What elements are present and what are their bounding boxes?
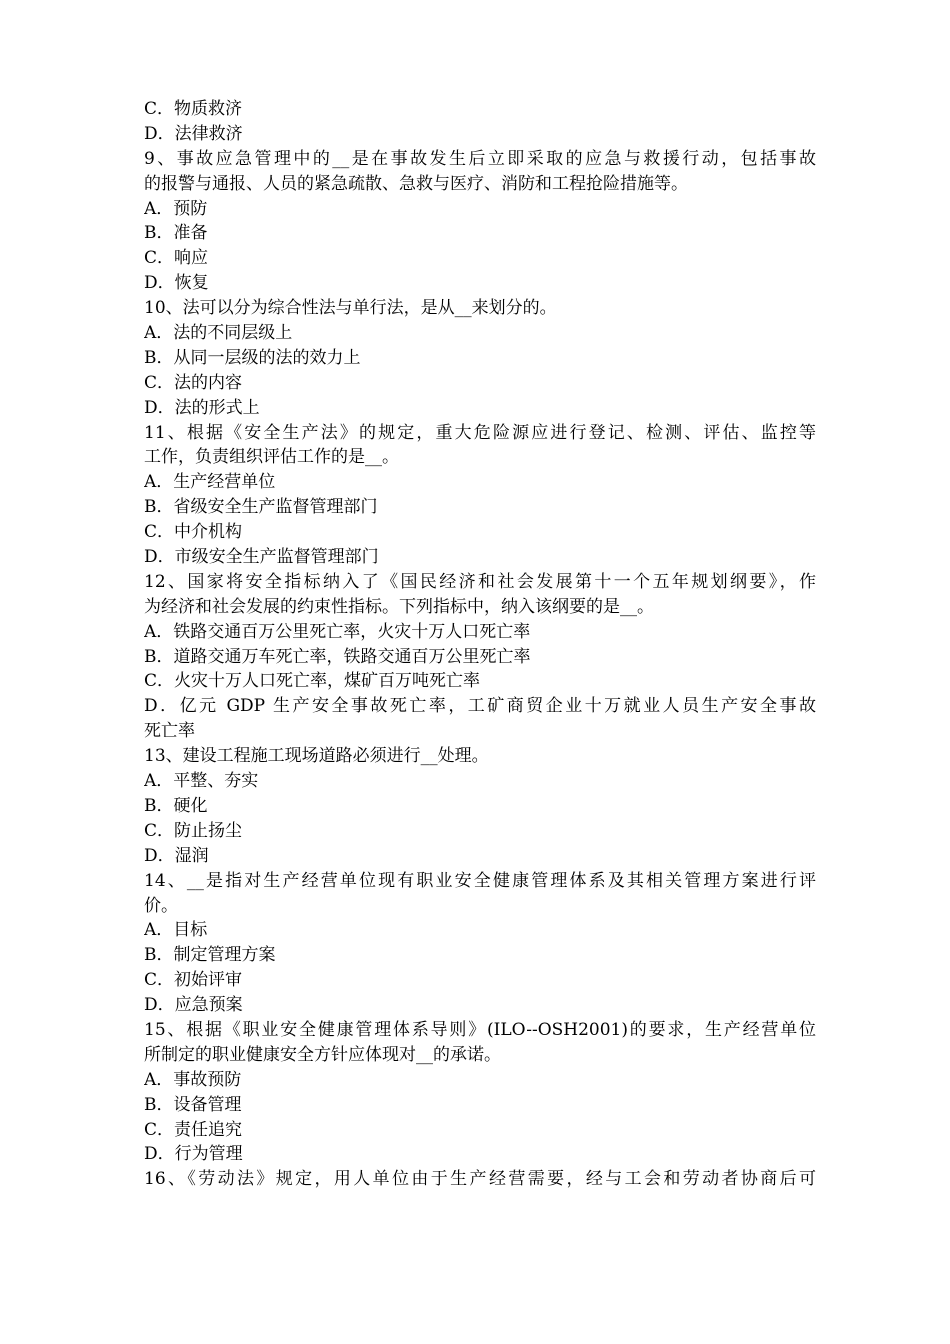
text-line: A．铁路交通百万公里死亡率，火灾十万人口死亡率 bbox=[144, 621, 531, 642]
text-line: A．目标 bbox=[144, 920, 208, 941]
text-line: C．责任追究 bbox=[144, 1119, 243, 1140]
text-line: D．法的形式上 bbox=[144, 397, 260, 418]
text-line: C．物质救济 bbox=[144, 99, 243, 119]
text-line: C．初始评审 bbox=[144, 970, 243, 991]
text-line: B．硬化 bbox=[144, 795, 208, 816]
text-line: A．平整、夯实 bbox=[144, 771, 259, 792]
text-line: 12、国家将安全指标纳入了《国民经济和社会发展第十一个五年规划纲要》，作 bbox=[144, 571, 816, 592]
text-line: 所制定的职业健康安全方针应体现对__的承诺。 bbox=[144, 1044, 501, 1065]
text-line: 11、根据《安全生产法》的规定，重大危险源应进行登记、检测、评估、监控等 bbox=[144, 422, 816, 443]
text-line: B．准备 bbox=[144, 223, 208, 244]
document-page bbox=[144, 97, 816, 1192]
text-line: 9、事故应急管理中的__是在事故发生后立即采取的应急与救援行动，包括事故 bbox=[144, 148, 816, 169]
text-line: 工作，负责组织评估工作的是__。 bbox=[144, 447, 399, 468]
text-line: B．制定管理方案 bbox=[144, 945, 276, 966]
text-line: B．省级安全生产监督管理部门 bbox=[144, 497, 378, 518]
text-line: 15、根据《职业安全健康管理体系导则》(ILO--OSH2001)的要求，生产经营单位 bbox=[144, 1019, 816, 1040]
text-line: D．应急预案 bbox=[144, 995, 243, 1016]
text-line: 14、__是指对生产经营单位现有职业安全健康管理体系及其相关管理方案进行评 bbox=[144, 870, 816, 891]
text-line: D．法律救济 bbox=[144, 123, 243, 144]
text-line: D．湿润 bbox=[144, 845, 209, 866]
text-line: B．设备管理 bbox=[144, 1094, 242, 1115]
text-line: C．法的内容 bbox=[144, 372, 243, 393]
text-line: C．中介机构 bbox=[144, 522, 243, 543]
text-line: 为经济和社会发展的约束性指标。下列指标中，纳入该纲要的是__。 bbox=[144, 596, 654, 617]
text-line: A．法的不同层级上 bbox=[144, 323, 293, 344]
text-line: D．恢复 bbox=[144, 273, 209, 294]
text-line: C．火灾十万人口死亡率，煤矿百万吨死亡率 bbox=[144, 671, 481, 692]
text-line: 价。 bbox=[144, 895, 178, 916]
text-line: C．响应 bbox=[144, 248, 209, 269]
document-body bbox=[144, 97, 816, 1192]
text-line: B．从同一层级的法的效力上 bbox=[144, 347, 361, 368]
text-line: 的报警与通报、人员的紧急疏散、急救与医疗、消防和工程抢险措施等。 bbox=[144, 173, 688, 194]
text-line: 死亡率 bbox=[144, 721, 195, 742]
text-line: B．道路交通万车死亡率，铁路交通百万公里死亡率 bbox=[144, 646, 531, 667]
text-line: A．生产经营单位 bbox=[144, 472, 276, 493]
text-line: D．行为管理 bbox=[144, 1144, 243, 1165]
text-line: 16、《劳动法》规定，用人单位由于生产经营需要，经与工会和劳动者协商后可 bbox=[144, 1169, 816, 1190]
text-line: 10、法可以分为综合性法与单行法，是从__来划分的。 bbox=[144, 298, 557, 319]
text-line: D．亿元 GDP 生产安全事故死亡率，工矿商贸企业十万就业人员生产安全事故 bbox=[144, 696, 816, 717]
text-line: A．预防 bbox=[144, 198, 208, 219]
text-line: 13、建设工程施工现场道路必须进行__处理。 bbox=[144, 746, 489, 767]
text-line: C．防止扬尘 bbox=[144, 820, 243, 841]
text-line: A．事故预防 bbox=[144, 1069, 242, 1090]
text-line: D．市级安全生产监督管理部门 bbox=[144, 547, 379, 568]
